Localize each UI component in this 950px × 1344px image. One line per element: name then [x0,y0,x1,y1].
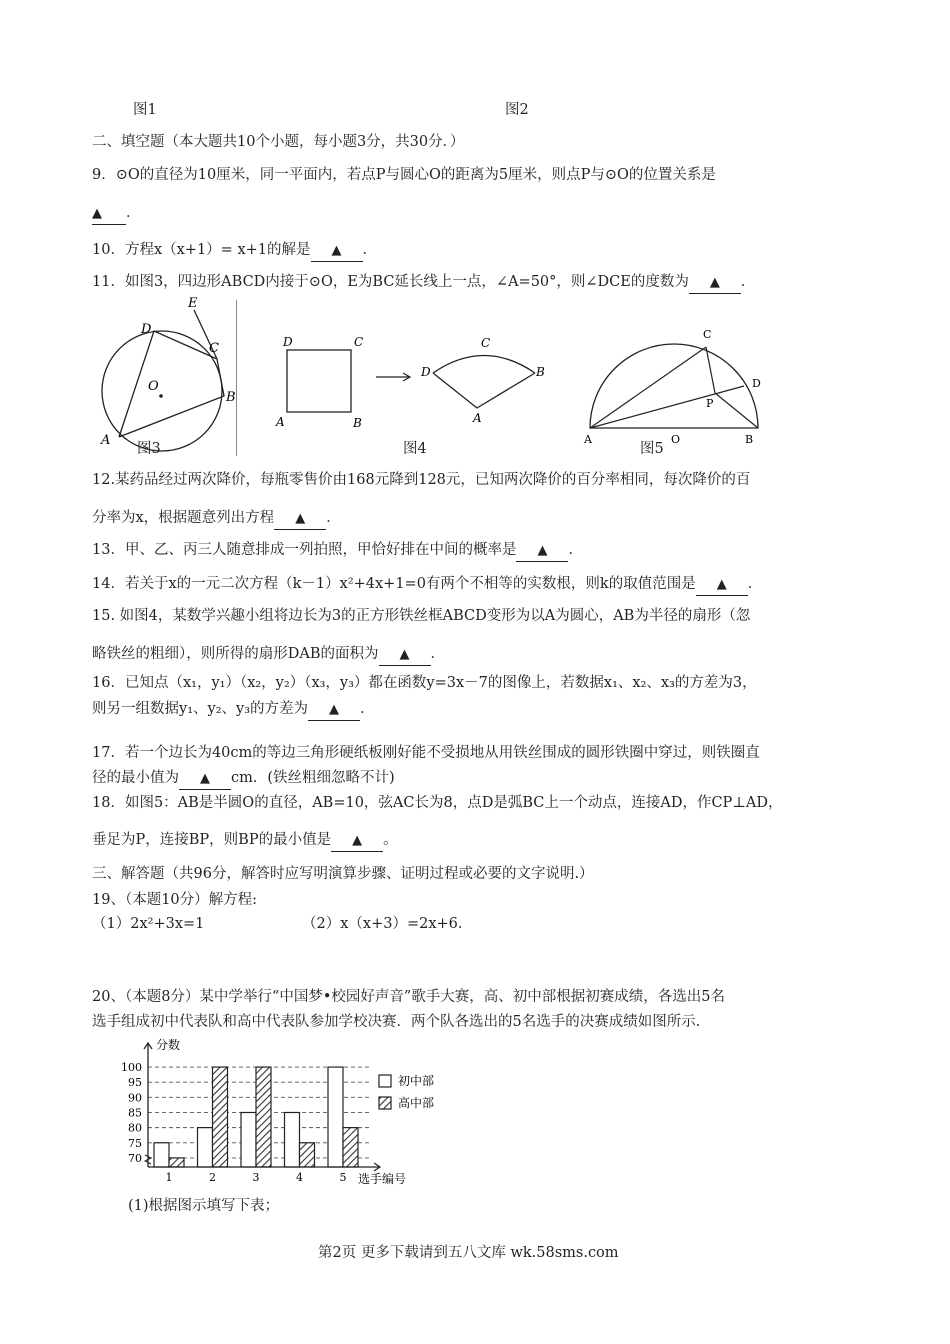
question-19-part-1: （1）2x²+3x=1 [92,916,205,932]
question-15-line-2: 略铁丝的粗细），则所得的扇形DAB的面积为 ▲ ． [92,644,445,666]
bar-junior [154,1143,169,1167]
x-tick-label: 5 [339,1171,347,1184]
label-o: O [148,379,159,394]
score-bar-chart [110,1035,450,1195]
bar-junior [328,1067,343,1167]
label-c: C [354,335,364,349]
question-12-line-2: 分率为x，根据题意列出方程 ▲ ． [92,508,341,530]
answer-blank: ▲ [696,574,748,596]
label-p: P [706,397,714,410]
x-tick-label: 4 [296,1171,303,1184]
question-15-line-1: 15. 如图4，某数学兴趣小组将边长为3的正方形铁丝框ABCD变形为以A为圆心，AB为半径的扇形（忽 [92,608,751,624]
y-axis-label: 分数 [156,1038,181,1052]
bar-senior [343,1128,358,1167]
bar-junior [198,1128,213,1167]
answer-blank: ▲ [274,508,326,530]
bar-junior [241,1112,256,1167]
question-20-sub-1: (1)根据图示填写下表； [128,1198,280,1214]
question-19-title: 19、（本题10分）解方程: [92,892,258,908]
answer-blank: ▲ [689,272,741,294]
bar-senior [213,1067,228,1167]
axis-break [145,1155,151,1164]
figure-divider [236,300,237,456]
y-tick-label: 100 [121,1061,142,1075]
y-tick-label: 80 [128,1121,142,1135]
label-d: D [283,335,293,349]
question-11: 11．如图3，四边形ABCD内接于⊙O，E为BC延长线上一点，∠A=50°，则∠DCE的度数为 ▲ ． [92,272,755,294]
figure-4-caption: 图4 [403,441,427,457]
question-19-part-2: （2）x（x+3）=2x+6． [302,916,473,932]
bar-senior [300,1143,315,1167]
label-o: O [671,433,681,446]
label-d: D [421,365,431,379]
bar-senior [256,1067,271,1167]
figure-4 [270,330,560,430]
bar-senior [169,1158,184,1167]
label-d: D [752,377,761,390]
label-a: A [584,433,592,446]
question-20-line-1: 20、（本题8分）某中学举行“中国梦•校园好声音”歌手大赛，高、初中部根据初赛成绩，各选出5名 [92,989,726,1005]
label-c: C [481,336,491,350]
label-c: C [209,341,219,356]
question-13: 13．甲、乙、丙三人随意排成一列拍照，甲恰好排在中间的概率是 ▲ ． [92,540,583,562]
question-10: 10．方程x（x+1）= x+1的解是 ▲ ． [92,240,377,262]
y-tick-label: 95 [128,1076,142,1090]
figure-3-caption: 图3 [137,441,161,457]
y-tick-label: 70 [128,1151,142,1165]
label-a: A [101,433,111,448]
figure-3 [92,294,242,456]
label-b: B [353,416,362,430]
answer-blank: ▲ [92,203,126,225]
question-9: 9．⊙O的直径为10厘米，同一平面内，若点P与圆心O的距离为5厘米，则点P与⊙O的位置关系是 [92,167,716,183]
section-2-heading: 二、填空题（本大题共10个小题，每小题3分，共30分．） [92,134,465,150]
y-tick-label: 85 [128,1106,142,1120]
label-b: B [745,433,754,446]
answer-blank: ▲ [308,699,360,721]
label-c: C [703,328,712,341]
y-tick-label: 90 [128,1091,142,1105]
x-tick-label: 2 [209,1171,216,1184]
legend-swatch-senior [379,1097,391,1109]
question-16-line-2: 则另一组数据y₁、y₂、y₃的方差为 ▲ ． [92,699,375,721]
x-tick-label: 1 [165,1171,173,1184]
question-20-line-2: 选手组成初中代表队和高中代表队参加学校决赛．两个队各选出的5名选手的决赛成绩如图所示. [92,1014,701,1030]
page-footer: 第2页 更多下载请到五八文库 wk.58sms.com [318,1245,619,1261]
figure-5-caption: 图5 [640,441,664,457]
question-17-line-2: 径的最小值为 ▲ cm．(铁丝粗细忽略不计) [92,768,395,790]
legend-label-junior: 初中部 [398,1074,435,1088]
question-16-line-1: 16．已知点（x₁，y₁）（x₂，y₂）（x₃，y₃）都在函数y=3x－7的图像上，若数据x₁、x₂、x₃的方差为3， [92,675,757,691]
question-14: 14．若关于x的一元二次方程（k－1）x²+4x+1=0有两个不相等的实数根，则k的取值范围是 ▲ ． [92,574,762,596]
answer-blank: ▲ [331,830,383,852]
bar-junior [285,1112,300,1167]
question-9-answer: ▲ ． [92,203,141,225]
figure-5 [578,325,778,450]
question-17-line-1: 17．若一个边长为40cm的等边三角形硬纸板刚好能不受损地从用铁丝围成的圆形铁圈中穿过，则铁圈直 [92,745,760,761]
legend-swatch-junior [379,1075,391,1087]
label-d: D [141,322,152,337]
label-e: E [188,296,198,311]
label-b: B [536,365,545,379]
x-tick-label: 3 [252,1171,260,1184]
question-18-line-2: 垂足为P，连接BP，则BP的最小值是 ▲ 。 [92,830,398,852]
question-18-line-1: 18．如图5：AB是半圆O的直径，AB=10，弦AC长为8，点D是弧BC上一个动点，连接AD，作CP⊥AD， [92,795,783,811]
question-12-line-1: 12.某药品经过两次降价，每瓶零售价由168元降到128元，已知两次降价的百分率相同，每次降价的百 [92,472,751,488]
answer-blank: ▲ [311,240,363,262]
y-tick-label: 75 [128,1136,142,1150]
x-axis-label: 选手编号 [358,1172,407,1186]
section-3-heading: 三、解答题（共96分，解答时应写明演算步骤、证明过程或必要的文字说明.） [92,866,594,882]
figure-2-caption: 图2 [505,102,529,118]
answer-blank: ▲ [516,540,568,562]
answer-blank: ▲ [179,768,231,790]
label-b: B [226,390,236,405]
figure-1-caption: 图1 [133,102,157,118]
legend-label-senior: 高中部 [398,1096,435,1110]
label-a: A [276,415,285,429]
label-a: A [473,411,482,425]
answer-blank: ▲ [379,644,431,666]
